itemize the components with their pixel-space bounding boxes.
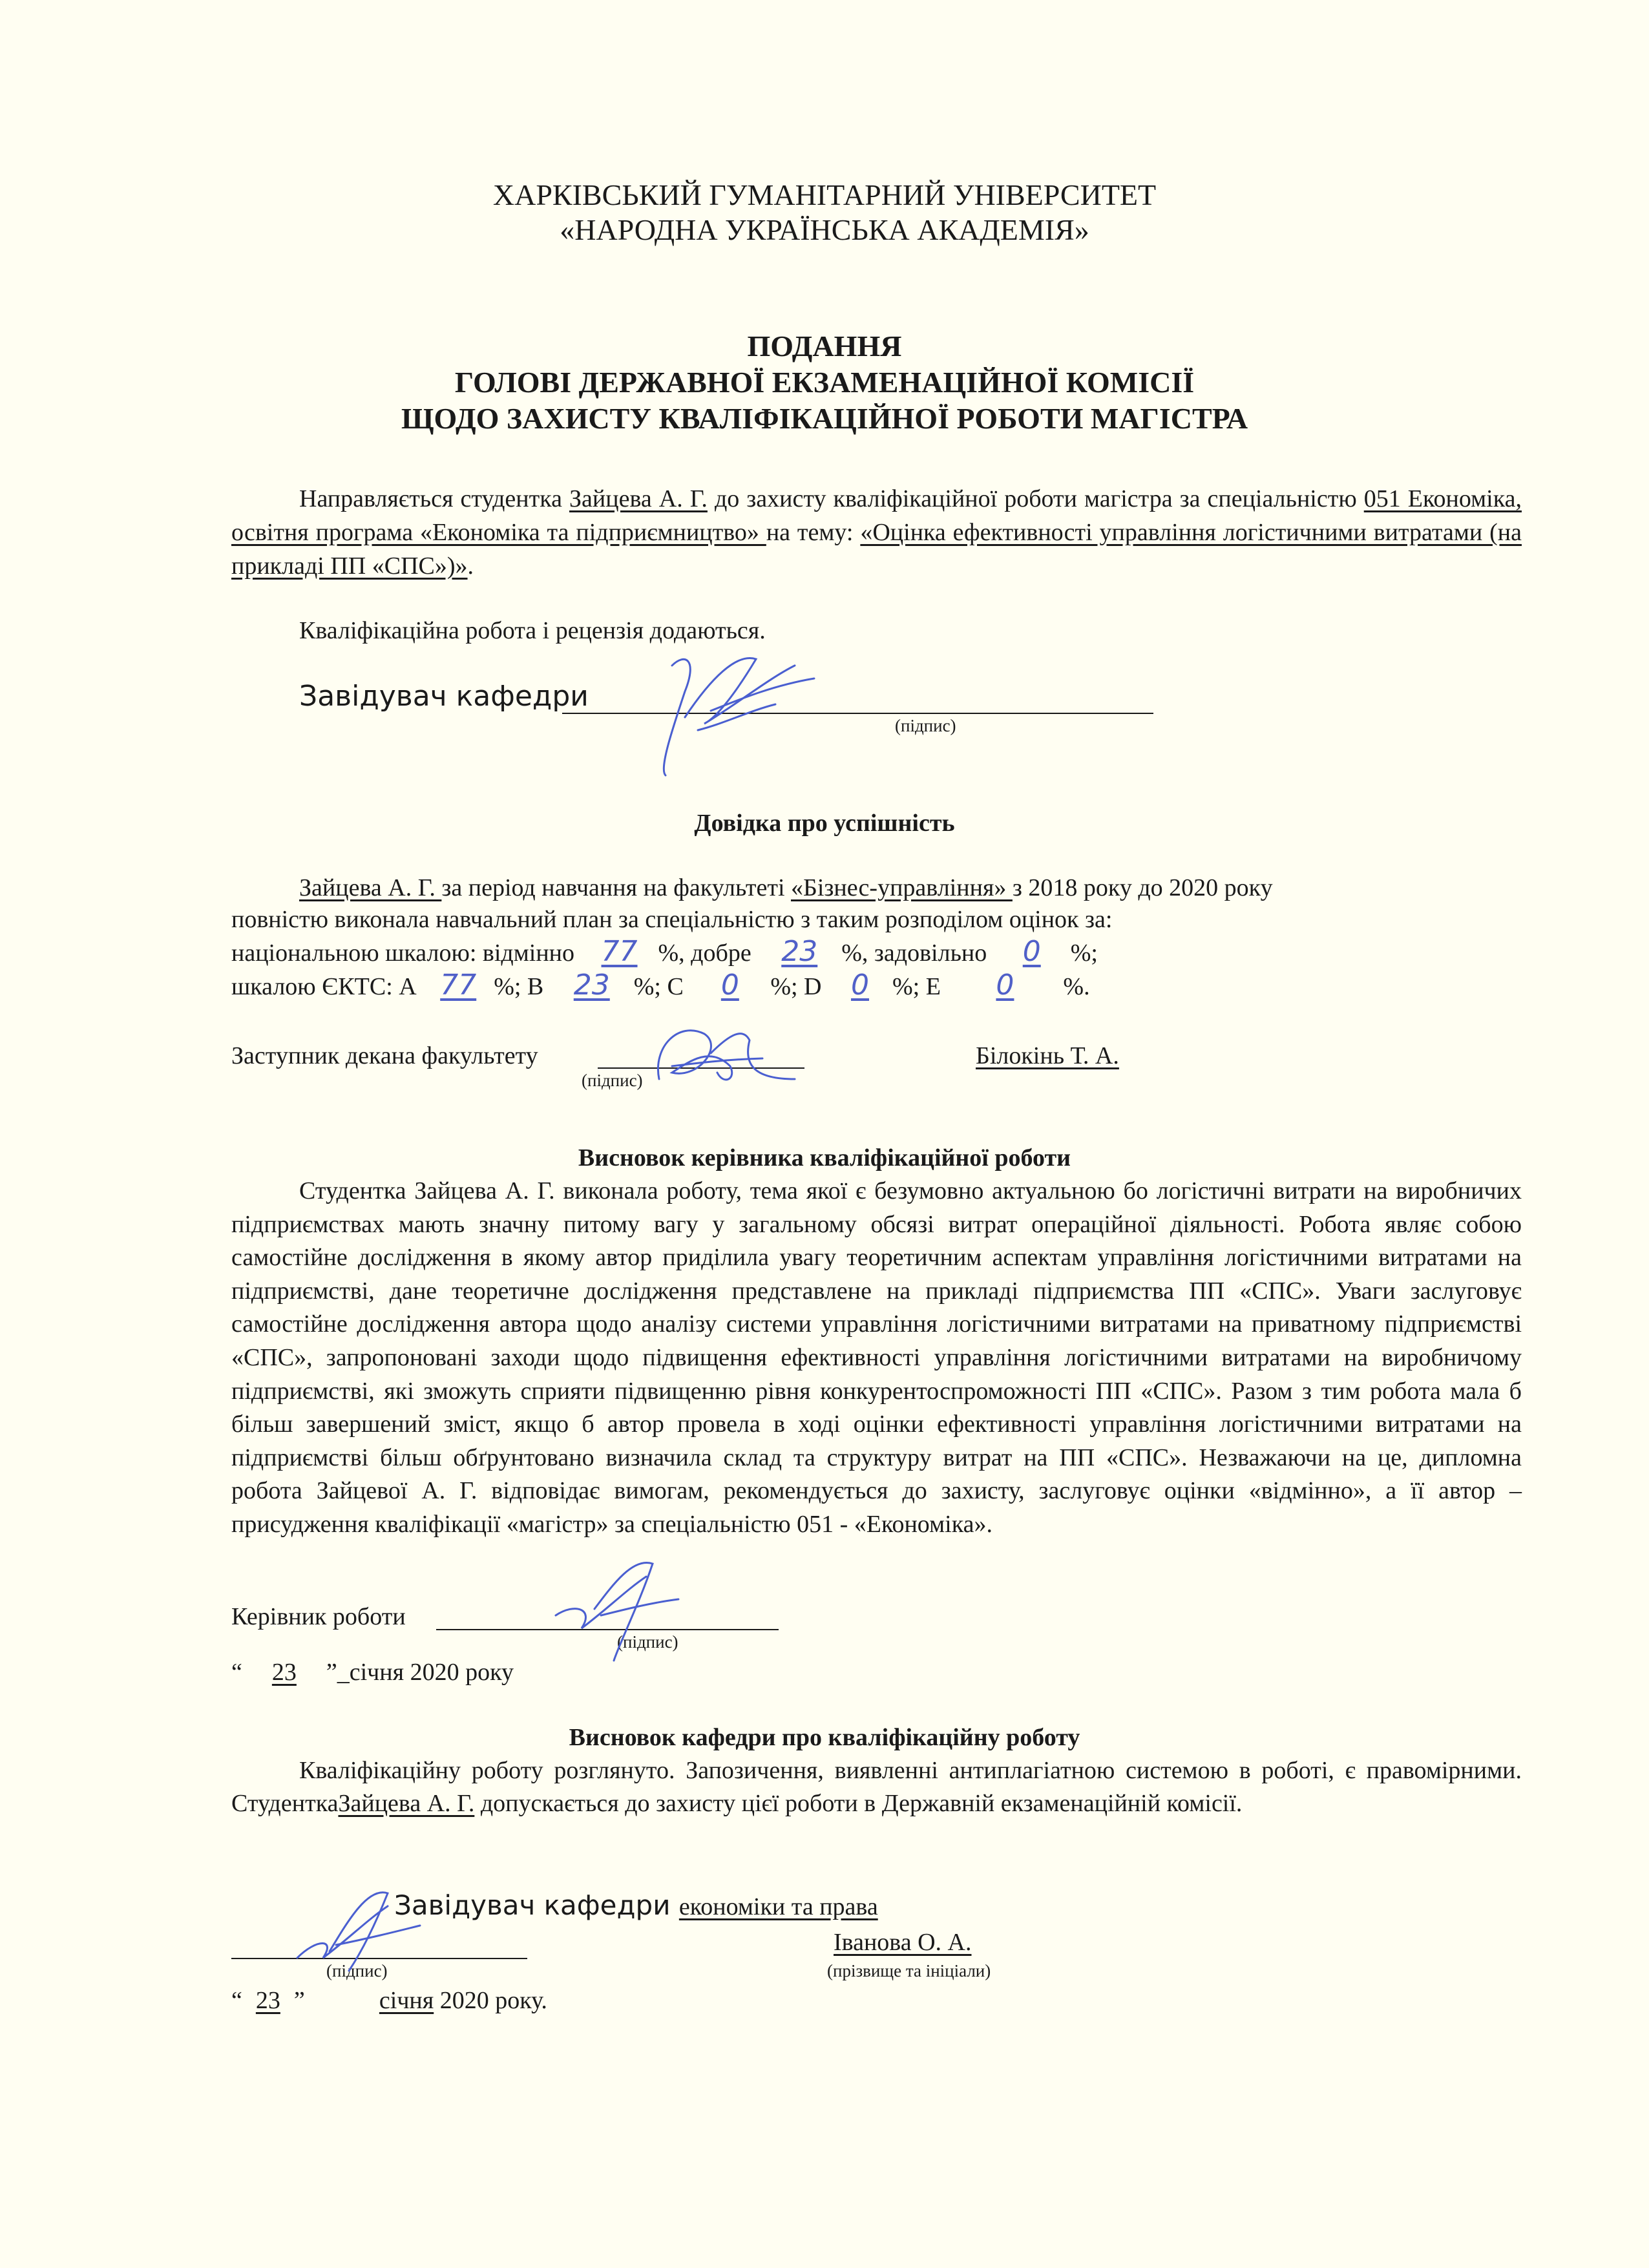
department-head-name: Іванова О. А. <box>834 1929 972 1956</box>
grade-good-label: %, добре <box>658 940 758 967</box>
ects-e: 0 <box>996 969 1014 1002</box>
department-date-day: 23 <box>255 1987 280 2014</box>
national-scale-label: національною шкалою: відмінно <box>231 940 581 967</box>
deputy-signature-caption: (підпис) <box>582 1071 643 1090</box>
ects-b: 23 <box>573 969 610 1002</box>
deputy-signature <box>633 1008 814 1098</box>
national-scale-line <box>231 936 1524 969</box>
grade-satisfactory: 0 <box>1022 935 1041 968</box>
deputy-dean-label: Заступник декана факультету <box>231 1042 538 1069</box>
department-signature-caption: (підпис) <box>326 1961 388 1980</box>
department-student: Зайцева А. Г. <box>338 1790 475 1817</box>
department-text-1: Кваліфікаційну роботу розглянуто. Запозичення, виявленні антиплагіатною системою в роботі, є правомірними. Студентка <box>231 1757 1522 1817</box>
ects-b-label: %; В <box>494 973 550 1000</box>
department-name-caption: (прізвище та ініціали) <box>827 1961 991 1980</box>
reference-line-1 <box>231 872 1524 904</box>
title-line-2: ГОЛОВІ ДЕРЖАВНОЇ ЕКЗАМЕНАЦІЙНОЇ КОМІСІЇ <box>454 366 1195 399</box>
deputy-dean-name: Білокінь Т. А. <box>976 1042 1119 1069</box>
department-date-mid: ” <box>293 1987 305 2014</box>
ects-d: 0 <box>850 969 869 1002</box>
university-line-1: ХАРКІВСЬКИЙ ГУМАНІТАРНИЙ УНІВЕРСИТЕТ <box>492 178 1157 211</box>
head-of-department-label: Завідувач кафедри <box>299 680 589 713</box>
grade-satisfactory-label: %, задовільно <box>841 940 993 967</box>
department-date <box>231 1985 547 2017</box>
reference-title: Довідка про успішність <box>694 810 955 837</box>
supervisor-signature-caption: (підпис) <box>617 1632 678 1652</box>
reference-block <box>231 872 1524 1003</box>
ects-label: шкалою ЄКТС: А <box>231 973 423 1000</box>
ects-e-label: %; Е <box>892 973 947 1000</box>
ects-c-label: %; С <box>633 973 690 1000</box>
submission-text-2: до захисту кваліфікаційної роботи магістра за спеціальністю <box>707 485 1364 512</box>
supervisor-date-rest: ”_січня 2020 року <box>326 1659 514 1686</box>
specialty: 051 Економіка, освітня програма «Економіка та підприємництво» <box>231 485 1522 546</box>
head-signature <box>646 640 827 782</box>
department-name: економіки та права <box>678 1893 878 1920</box>
submission-paragraph <box>231 482 1522 583</box>
student-name: Зайцева А. Г. <box>569 485 708 512</box>
reference-text-1: за період навчання на факультеті <box>441 874 792 901</box>
supervisor-date-day: 23 <box>271 1659 297 1686</box>
grade-excellent: 77 <box>601 935 638 968</box>
university-name <box>0 178 1649 247</box>
university-line-2: «НАРОДНА УКРАЇНСЬКА АКАДЕМІЯ» <box>560 213 1089 246</box>
document-title <box>0 328 1649 437</box>
title-line-3: ЩОДО ЗАХИСТУ КВАЛІФІКАЦІЙНОЇ РОБОТИ МАГІСТРА <box>401 402 1248 435</box>
department-title: Висновок кафедри про кваліфікаційну роботу <box>569 1724 1080 1751</box>
ects-end: %. <box>1063 973 1090 1000</box>
submission-text-4: . <box>467 552 474 580</box>
ects-a: 77 <box>440 969 477 1002</box>
national-scale-end: %; <box>1070 940 1098 967</box>
ects-d-label: %; D <box>770 973 828 1000</box>
supervisor-title: Висновок керівника кваліфікаційної роботи <box>578 1144 1071 1171</box>
ects-c: 0 <box>720 969 739 1002</box>
faculty-name: «Бізнес-управління» <box>791 874 1013 901</box>
supervisor-date-open: “ <box>231 1659 242 1686</box>
department-conclusion <box>231 1754 1522 1820</box>
department-date-year: 2020 року. <box>439 1987 547 2014</box>
ects-scale-line <box>231 969 1524 1003</box>
signature-caption: (підпис) <box>895 716 956 735</box>
department-signature <box>271 1861 433 1977</box>
supervisor-date <box>231 1657 514 1688</box>
supervisor-label: Керівник роботи <box>231 1603 406 1630</box>
reference-text-2: з 2018 року до 2020 року <box>1012 874 1273 901</box>
reference-student: Зайцева А. Г. <box>299 874 442 901</box>
reference-line-2: повністю виконала навчальний план за спеціальністю з таким розподілом оцінок за: <box>231 906 1113 933</box>
supervisor-signature <box>530 1538 698 1667</box>
submission-text-3: на тему: <box>766 519 861 546</box>
title-line-1: ПОДАННЯ <box>747 330 902 362</box>
department-head-label: Завідувач кафедри <box>394 1889 679 1921</box>
department-date-open: “ <box>231 1987 242 2014</box>
grade-good: 23 <box>781 935 818 968</box>
department-head-line <box>394 1889 878 1921</box>
submission-text-1: Направляється студентка <box>299 485 569 512</box>
department-text-2: допускається до захисту цієї роботи в Державній екзаменаційній комісії. <box>474 1790 1243 1817</box>
supervisor-conclusion: Студентка Зайцева А. Г. виконала роботу, тема якої є безумовно актуальною бо логістичні витрати на виробничих підприємствах мають значну питому вагу у загальному обсязі витрат операційної діяльності. Робота являє собою самостійне дослідження в якому автор приділила увагу теоретичним аспектам управління логістичними витратами на підприємстві, дане теоретичне дослідження представлене на прикладі підприємства ПП «СПС». Уваги заслуговує самостійне дослідження автора щодо аналізу системи управління логістичними витратами на приватному підприємстві «СПС», запропоновані заходи щодо підвищення ефективності управління логістичними витратами на виробничому підприємстві, які зможуть сприяти підвищенню рівня конкурентоспроможності ПП «СПС». Разом з тим робота мала б більш завершений зміст, якщо б автор провела в ході оцінки ефективності управління логістичними витратами на підприємстві більш обґрунтовано визначила склад та структуру витрат на ПП «СПС». Незважаючи на це, дипломна робота Зайцевої А. Г. відповідає вимогам, рекомендується до захисту, заслуговує оцінки «відмінно», а її автор – присудження кваліфікації «магістр» за спеціальністю 051 - «Економіка». <box>231 1177 1522 1538</box>
department-date-month: січня <box>379 1987 434 2014</box>
attachments-note: Кваліфікаційна робота і рецензія додаються. <box>299 617 766 644</box>
thesis-topic: «Оцінка ефективності управління логістичними витратами (на прикладі ПП «СПС»)» <box>231 519 1522 580</box>
